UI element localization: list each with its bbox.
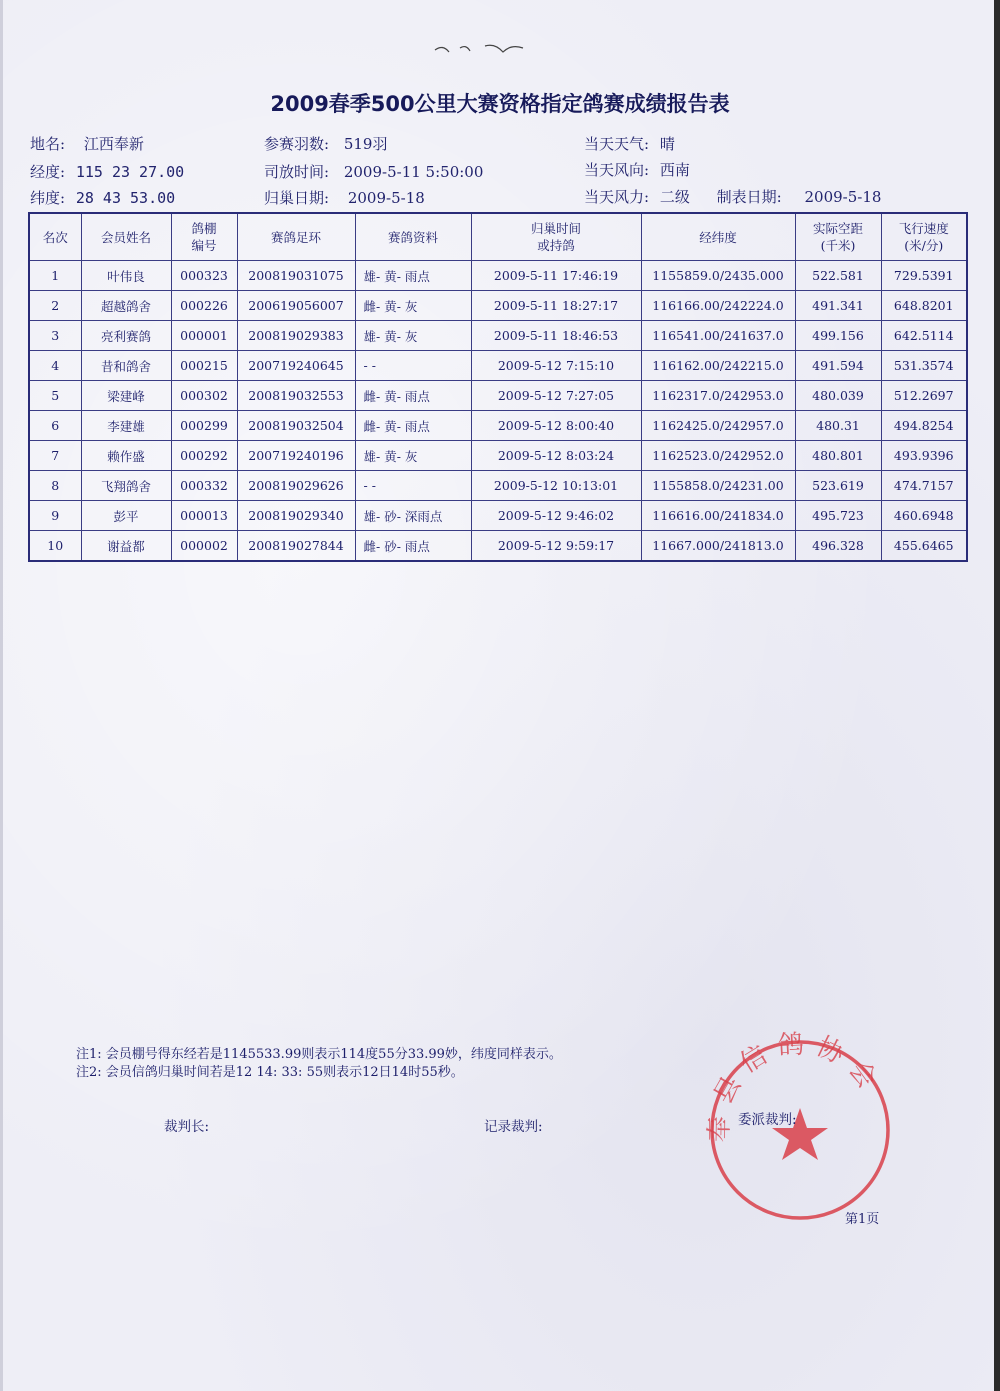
meta-weather: [584, 133, 675, 154]
cell-member-name: 叶伟良: [81, 261, 171, 291]
meta-wind-force: [584, 186, 881, 207]
cell-coordinates: 116166.00/242224.0: [641, 291, 795, 321]
cell-distance: 480.31: [795, 411, 881, 441]
header-coordinates: 经纬度: [641, 213, 795, 261]
cell-distance: 491.341: [795, 291, 881, 321]
cell-rank: 1: [29, 261, 81, 291]
cell-member-name: 超越鸽舍: [81, 291, 171, 321]
table-row: [29, 411, 967, 441]
cell-member-name: 谢益都: [81, 531, 171, 562]
header-rank: 名次: [29, 213, 81, 261]
cell-pigeon-info: 雄- 黄- 雨点: [355, 261, 471, 291]
cell-coordinates: 1162425.0/242957.0: [641, 411, 795, 441]
cell-arrival-time: 2009-5-11 18:27:17: [471, 291, 641, 321]
cell-member-name: 亮利赛鸽: [81, 321, 171, 351]
made-date-value: 2009-5-18: [804, 188, 882, 206]
association-seal: [700, 1030, 900, 1230]
cell-pigeon-info: - -: [355, 471, 471, 501]
cell-distance: 495.723: [795, 501, 881, 531]
cell-rank: 10: [29, 531, 81, 562]
cell-pigeon-info: 雄- 砂- 深雨点: [355, 501, 471, 531]
cell-rank: 2: [29, 291, 81, 321]
cell-ring-number: 200819029626: [237, 471, 355, 501]
scan-edge-right: [994, 0, 1000, 1391]
cell-pigeon-info: 雌- 黄- 灰: [355, 291, 471, 321]
table-row: [29, 501, 967, 531]
table-row: [29, 441, 967, 471]
results-table: [28, 212, 968, 562]
cell-rank: 3: [29, 321, 81, 351]
cell-coordinates: 1162523.0/242952.0: [641, 441, 795, 471]
cell-pigeon-info: 雄- 黄- 灰: [355, 321, 471, 351]
cell-speed: 474.7157: [881, 471, 967, 501]
cell-loft-number: 000001: [171, 321, 237, 351]
cell-coordinates: 1155859.0/2435.000: [641, 261, 795, 291]
cell-speed: 512.2697: [881, 381, 967, 411]
cell-rank: 5: [29, 381, 81, 411]
return-label: 归巢日期:: [264, 189, 330, 207]
meta-longitude: [30, 161, 184, 182]
chief-judge-label: 裁判长:: [164, 1119, 210, 1135]
cell-speed: 494.8254: [881, 411, 967, 441]
latitude-label: 纬度:: [30, 189, 66, 207]
cell-arrival-time: 2009-5-12 8:00:40: [471, 411, 641, 441]
cell-loft-number: 000332: [171, 471, 237, 501]
meta-place: [30, 133, 144, 154]
release-value: 2009-5-11 5:50:00: [343, 163, 484, 181]
release-label: 司放时间:: [264, 163, 330, 181]
cell-arrival-time: 2009-5-11 17:46:19: [471, 261, 641, 291]
table-row: [29, 321, 967, 351]
delegated-judge-label: 委派裁判:: [738, 1112, 797, 1128]
page-title: 2009春季500公里大赛资格指定鸽赛成绩报告表: [270, 92, 730, 116]
cell-pigeon-info: 雄- 黄- 灰: [355, 441, 471, 471]
cell-loft-number: 000299: [171, 411, 237, 441]
seal-text: 奉县信鸽协会: [704, 1030, 888, 1143]
scan-edge-left: [0, 0, 3, 1391]
cell-ring-number: 200819029383: [237, 321, 355, 351]
cell-pigeon-info: 雌- 黄- 雨点: [355, 411, 471, 441]
header-member-name: 会员姓名: [81, 213, 171, 261]
cell-speed: 648.8201: [881, 291, 967, 321]
meta-return-date: [264, 187, 425, 208]
table-row: [29, 471, 967, 501]
return-value: 2009-5-18: [347, 189, 425, 207]
cell-arrival-time: 2009-5-12 9:46:02: [471, 501, 641, 531]
cell-ring-number: 200619056007: [237, 291, 355, 321]
cell-speed: 493.9396: [881, 441, 967, 471]
cell-coordinates: 1162317.0/242953.0: [641, 381, 795, 411]
cell-rank: 7: [29, 441, 81, 471]
cell-ring-number: 200719240196: [237, 441, 355, 471]
cell-rank: 4: [29, 351, 81, 381]
cell-pigeon-info: 雌- 黄- 雨点: [355, 381, 471, 411]
cell-member-name: 彭平: [81, 501, 171, 531]
header-distance: 实际空距 (千米): [795, 213, 881, 261]
cell-ring-number: 200819032504: [237, 411, 355, 441]
cell-member-name: 昔和鸽舍: [81, 351, 171, 381]
cell-distance: 523.619: [795, 471, 881, 501]
table-row: [29, 291, 967, 321]
results-body: [29, 261, 967, 562]
cell-arrival-time: 2009-5-12 8:03:24: [471, 441, 641, 471]
table-row: [29, 351, 967, 381]
cell-arrival-time: 2009-5-12 9:59:17: [471, 531, 641, 562]
cell-distance: 480.039: [795, 381, 881, 411]
cell-ring-number: 200819031075: [237, 261, 355, 291]
longitude-value: 115 23 27.00: [75, 163, 185, 181]
cell-speed: 729.5391: [881, 261, 967, 291]
cell-loft-number: 000002: [171, 531, 237, 562]
wind-direction-value: 西南: [659, 161, 690, 179]
entries-label: 参赛羽数:: [264, 135, 330, 153]
cell-coordinates: 116541.00/241637.0: [641, 321, 795, 351]
wind-direction-label: 当天风向:: [584, 161, 650, 179]
footnote-2: 注2: 会员信鸽归巢时间若是12 14: 33: 55则表示12日14时55秒。: [76, 1065, 464, 1080]
table-header-row: [29, 213, 967, 261]
cell-distance: 491.594: [795, 351, 881, 381]
cell-loft-number: 000323: [171, 261, 237, 291]
cell-member-name: 赖作盛: [81, 441, 171, 471]
cell-arrival-time: 2009-5-12 7:15:10: [471, 351, 641, 381]
cell-loft-number: 000226: [171, 291, 237, 321]
weather-label: 当天天气:: [584, 135, 650, 153]
table-row: [29, 381, 967, 411]
header-loft-number: 鸽棚 编号: [171, 213, 237, 261]
cell-member-name: 梁建峰: [81, 381, 171, 411]
meta-release: [264, 161, 483, 182]
cell-loft-number: 000302: [171, 381, 237, 411]
cell-ring-number: 200819029340: [237, 501, 355, 531]
pen-mark: [430, 38, 550, 58]
cell-speed: 531.3574: [881, 351, 967, 381]
place-label: 地名:: [30, 135, 66, 153]
weather-value: 晴: [659, 135, 675, 153]
cell-coordinates: 116616.00/241834.0: [641, 501, 795, 531]
cell-ring-number: 200819032553: [237, 381, 355, 411]
recording-judge-label: 记录裁判:: [484, 1119, 543, 1135]
cell-pigeon-info: 雌- 砂- 雨点: [355, 531, 471, 562]
table-row: [29, 261, 967, 291]
cell-loft-number: 000215: [171, 351, 237, 381]
table-row: [29, 531, 967, 562]
cell-coordinates: 116162.00/242215.0: [641, 351, 795, 381]
cell-rank: 9: [29, 501, 81, 531]
cell-loft-number: 000292: [171, 441, 237, 471]
page-number: 第1页: [845, 1212, 880, 1227]
cell-member-name: 李建雄: [81, 411, 171, 441]
header-speed: 飞行速度 (米/分): [881, 213, 967, 261]
cell-speed: 460.6948: [881, 501, 967, 531]
entries-value: 519羽: [343, 135, 388, 153]
cell-arrival-time: 2009-5-12 7:27:05: [471, 381, 641, 411]
header-pigeon-info: 赛鸽资料: [355, 213, 471, 261]
place-value: 江西奉新: [83, 135, 144, 153]
wind-force-value: 二级: [659, 188, 690, 206]
header-ring-number: 赛鸽足环: [237, 213, 355, 261]
longitude-label: 经度:: [30, 163, 66, 181]
cell-coordinates: 1155858.0/24231.00: [641, 471, 795, 501]
wind-force-label: 当天风力:: [584, 188, 650, 206]
meta-latitude: [30, 187, 175, 208]
cell-loft-number: 000013: [171, 501, 237, 531]
cell-ring-number: 200819027844: [237, 531, 355, 562]
cell-arrival-time: 2009-5-11 18:46:53: [471, 321, 641, 351]
footnote-1: 注1: 会员棚号得东经若是1145533.99则表示114度55分33.99妙，纬度同样表示。: [76, 1047, 562, 1062]
meta-wind-direction: [584, 159, 690, 180]
cell-coordinates: 11667.000/241813.0: [641, 531, 795, 562]
latitude-value: 28 43 53.00: [75, 189, 176, 207]
cell-rank: 8: [29, 471, 81, 501]
cell-member-name: 飞翔鸽舍: [81, 471, 171, 501]
cell-rank: 6: [29, 411, 81, 441]
cell-pigeon-info: - -: [355, 351, 471, 381]
made-date-label: 制表日期:: [716, 188, 782, 206]
cell-distance: 499.156: [795, 321, 881, 351]
cell-distance: 522.581: [795, 261, 881, 291]
cell-speed: 642.5114: [881, 321, 967, 351]
meta-entries: [264, 133, 387, 154]
cell-speed: 455.6465: [881, 531, 967, 562]
cell-ring-number: 200719240645: [237, 351, 355, 381]
header-arrival-time: 归巢时间 或持鸽: [471, 213, 641, 261]
cell-distance: 480.801: [795, 441, 881, 471]
cell-arrival-time: 2009-5-12 10:13:01: [471, 471, 641, 501]
cell-distance: 496.328: [795, 531, 881, 562]
